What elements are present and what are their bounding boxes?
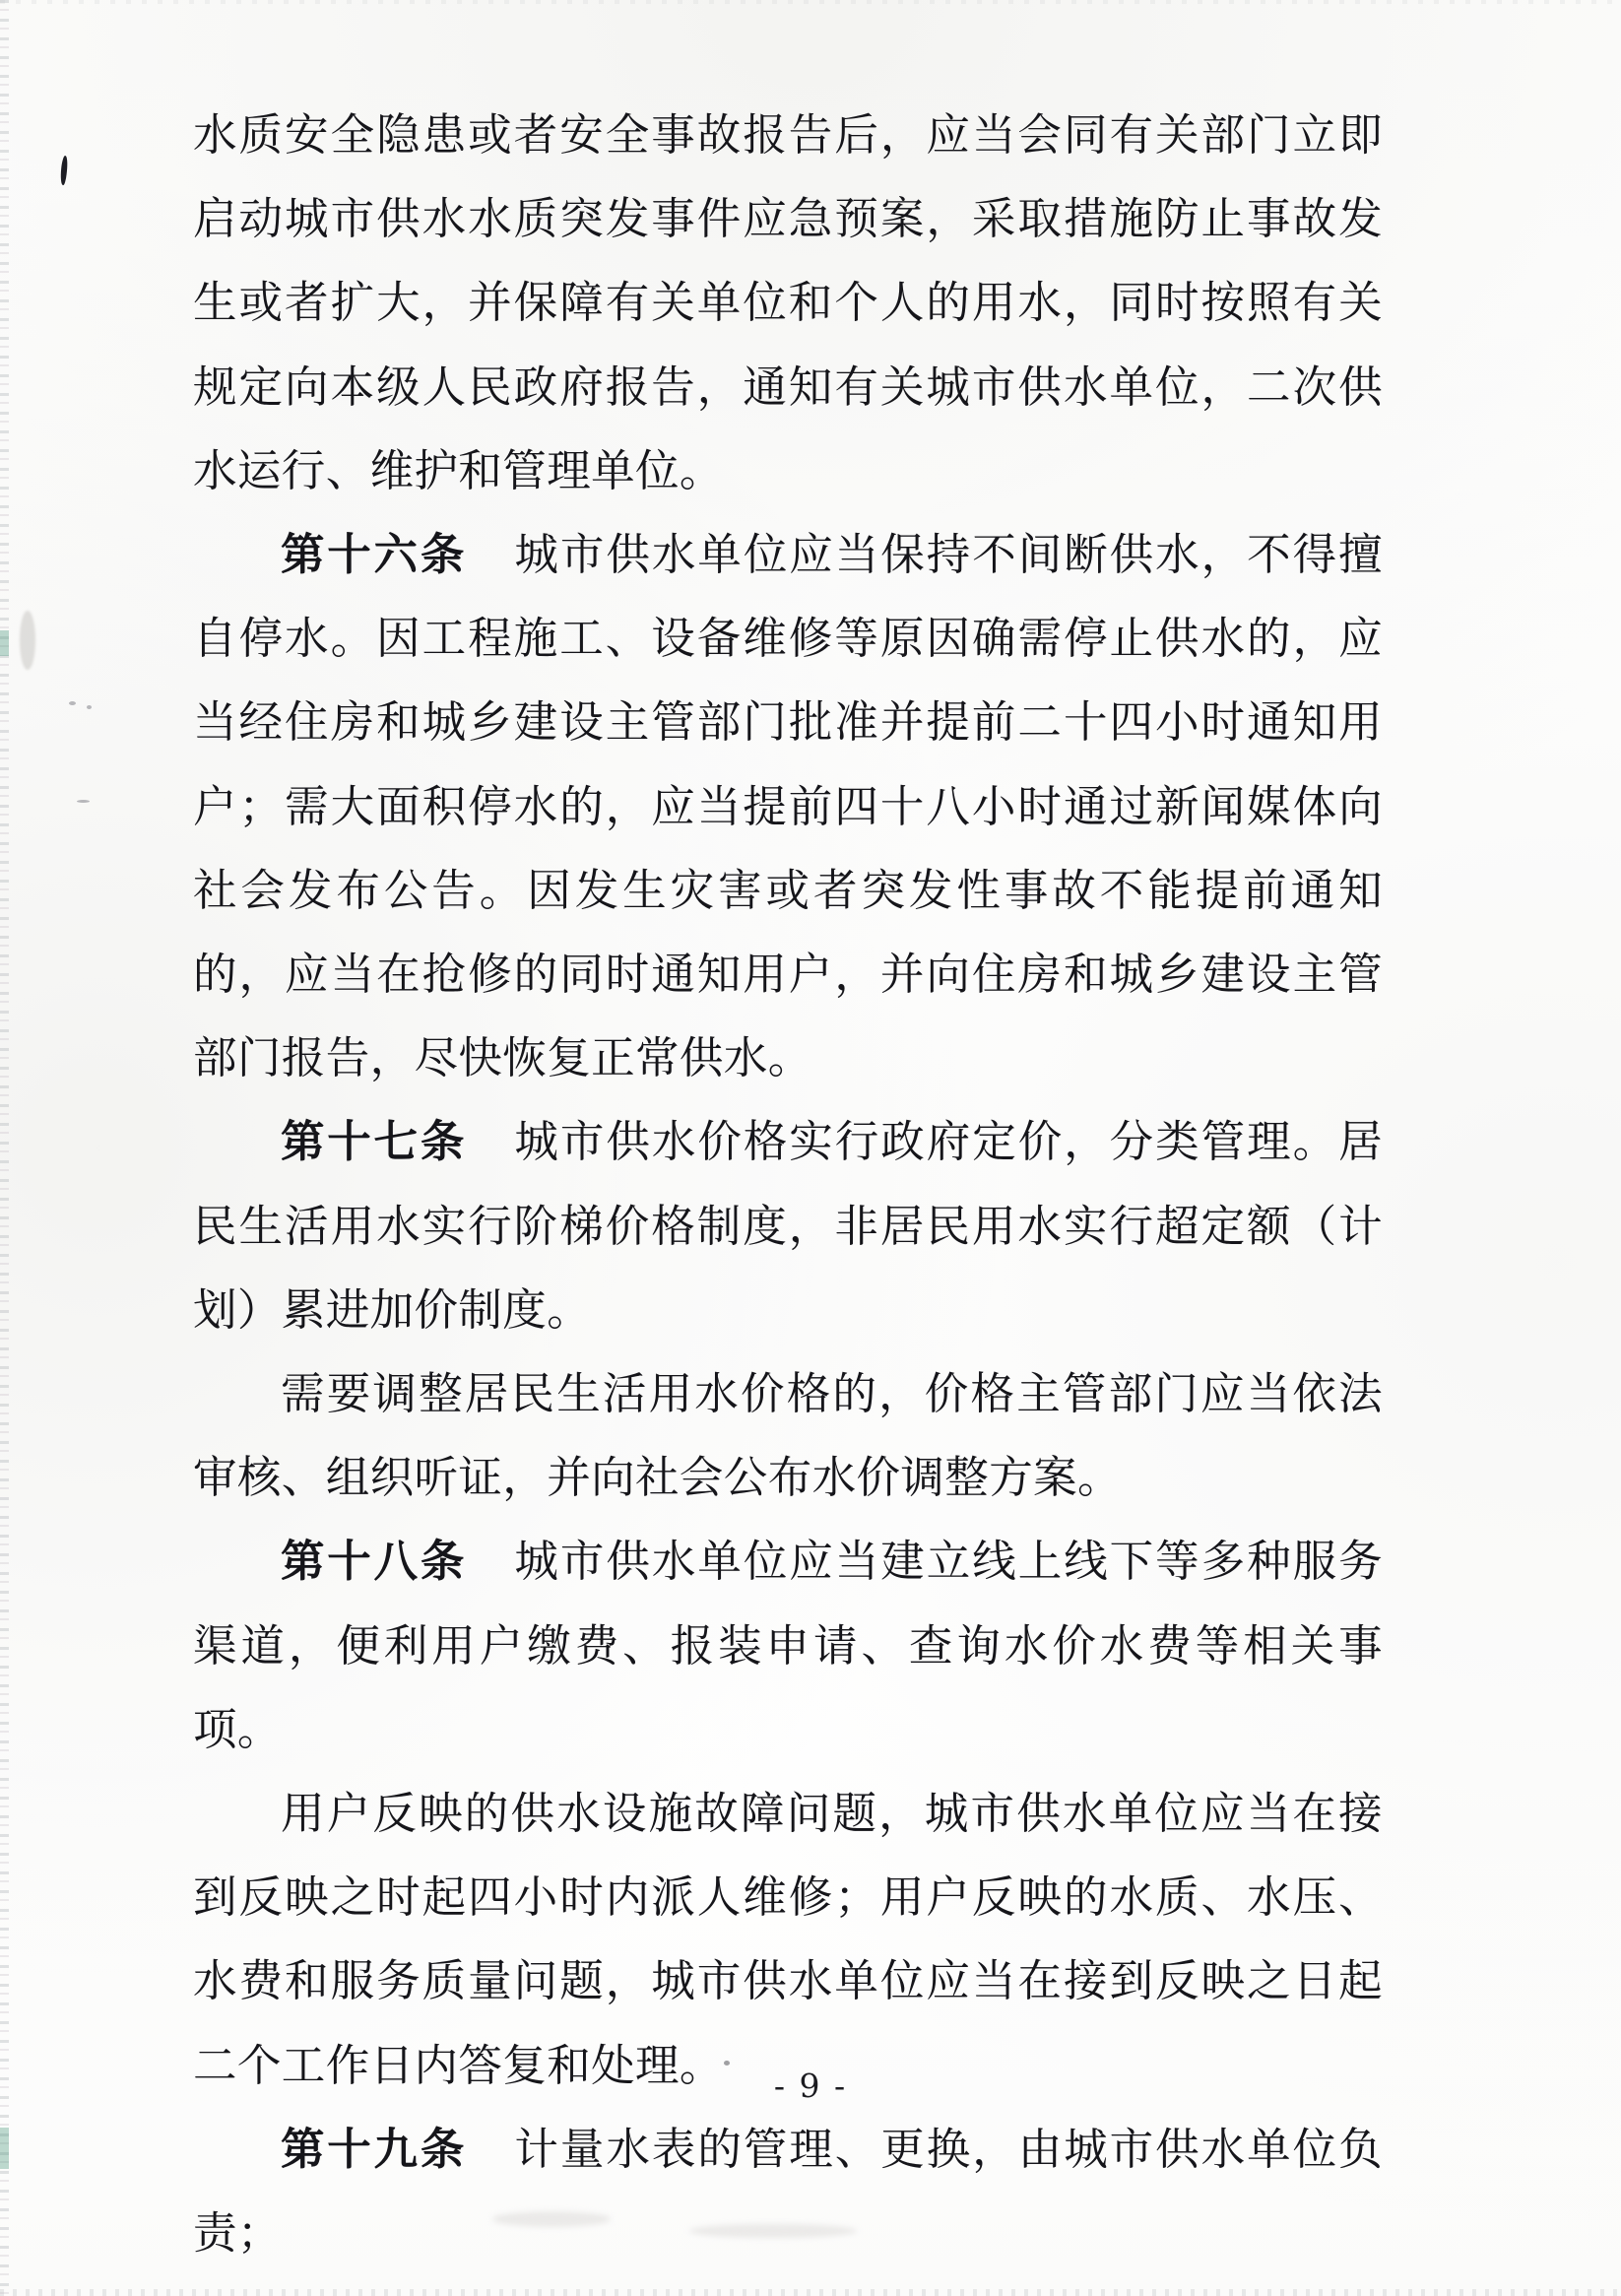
paragraph-text: 城市供水价格实行政府定价，分类管理。居民生活用水实行阶梯价格制度，非居民用水实行超定额（计划）累进加价制度。 — [193, 1117, 1383, 1336]
page-number: - 9 - — [773, 2066, 848, 2105]
paragraph-article19 — [193, 2108, 1383, 2275]
paragraph-text: 计量水表的管理、更换，由城市供水单位负责； — [193, 2124, 1383, 2260]
scan-edge-tint-upper — [0, 630, 9, 656]
scan-edge-bottom — [0, 2289, 1621, 2296]
scan-edge-top — [0, 0, 1621, 4]
paragraph-text: 需要调整居民生活用水价格的，价格主管部门应当依法审核、组织听证，并向社会公布水价调整方案。 — [193, 1369, 1383, 1504]
paragraph-article17-clause2 — [193, 1352, 1383, 1520]
article-label-16: 第十六条 — [281, 530, 468, 581]
paragraph-text: 城市供水单位应当建立线上线下等多种服务渠道，便利用户缴费、报装申请、查询水价水费等相关事项。 — [193, 1537, 1383, 1755]
paragraph-article16 — [193, 513, 1383, 1100]
paragraph-article18 — [193, 1520, 1383, 1772]
scan-edge-tint-lower — [0, 2128, 9, 2169]
article-label-17: 第十七条 — [281, 1117, 468, 1168]
dust-speck-upper-2 — [87, 705, 92, 709]
scan-edge-left — [0, 0, 9, 2296]
paragraph-text: 用户反映的供水设施故障问题，城市供水单位应当在接到反映之时起四小时内派人维修；用户反映的水质、水压、水费和服务质量问题，城市供水单位应当在接到反映之日起二个工作日内答复和处理。 — [193, 1789, 1383, 2091]
paragraph-text: 水质安全隐患或者安全事故报告后，应当会同有关部门立即启动城市供水水质突发事件应急预案，采取措施防止事故发生或者扩大，并保障有关单位和个人的用水，同时按照有关规定向本级人民政府报告，通知有关城市供水单位，二次供水运行、维护和管理单位。 — [193, 110, 1383, 496]
document-body — [193, 94, 1383, 2275]
paragraph-article17 — [193, 1100, 1383, 1352]
stray-ink-mark — [59, 156, 68, 185]
paragraph-article18-clause2 — [193, 1772, 1383, 2108]
article-label-18: 第十八条 — [281, 1537, 468, 1588]
dust-speck-middle — [77, 800, 90, 803]
paragraph-continuation-article15 — [193, 94, 1383, 513]
article-label-19: 第十九条 — [281, 2124, 468, 2175]
paragraph-text: 城市供水单位应当保持不间断供水，不得擅自停水。因工程施工、设备维修等原因确需停止供水的，应当经住房和城乡建设主管部门批准并提前二十四小时通知用户；需大面积停水的，应当提前四十八小时通过新闻媒体向社会发布公告。因发生灾害或者突发性事故不能提前通知的，应当在抢修的同时通知用户，并向住房和城乡建设主管部门报告，尽快恢复正常供水。 — [193, 530, 1383, 1084]
dust-speck-upper — [69, 701, 76, 705]
scan-smudge-left — [20, 611, 35, 670]
